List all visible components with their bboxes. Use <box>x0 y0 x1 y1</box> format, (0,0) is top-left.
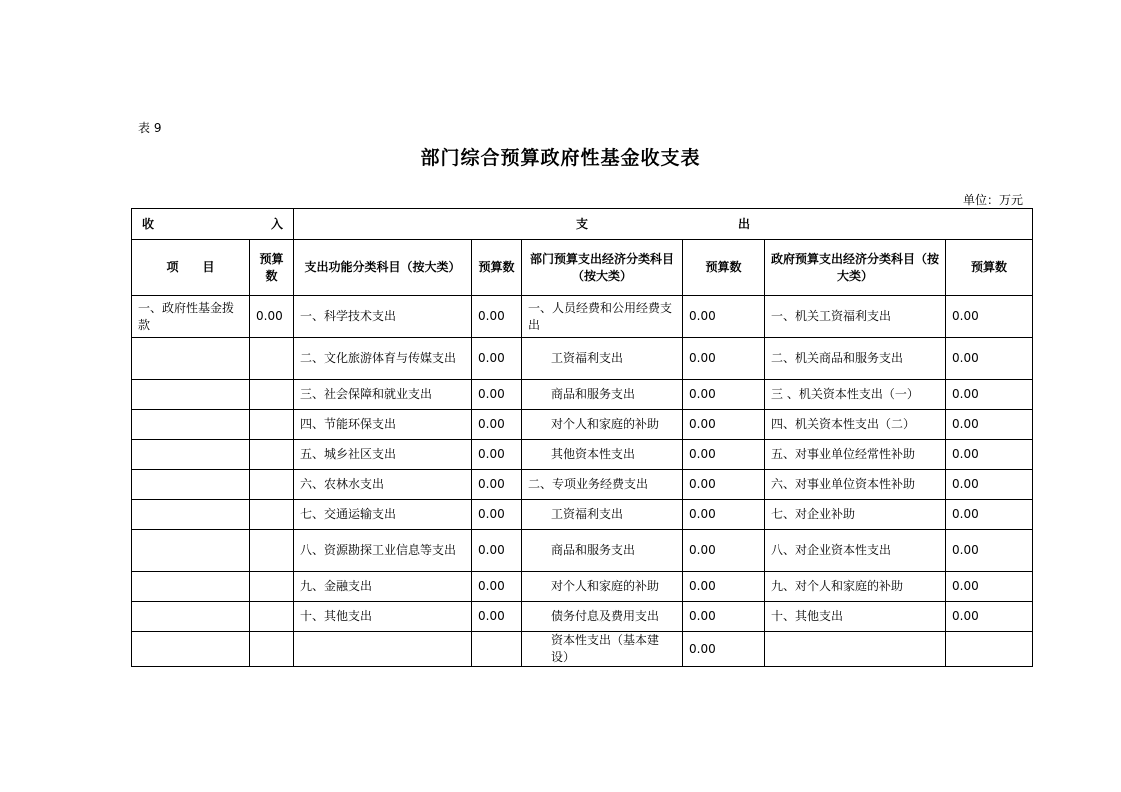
income-item: 一、政府性基金拨款 <box>132 296 250 338</box>
table-row <box>132 470 1033 500</box>
dept-amount: 0.00 <box>683 338 765 380</box>
header-row-2 <box>132 240 1033 296</box>
budget-table <box>131 208 1033 667</box>
income-header <box>132 209 294 240</box>
gov-amount: 0.00 <box>946 296 1033 338</box>
dept-item: 工资福利支出 <box>522 338 683 380</box>
income-amount <box>250 380 294 410</box>
table-row <box>132 440 1033 470</box>
income-amount <box>250 338 294 380</box>
func-amount: 0.00 <box>472 380 522 410</box>
dept-item: 工资福利支出 <box>522 500 683 530</box>
gov-amount: 0.00 <box>946 440 1033 470</box>
func-item: 二、文化旅游体育与传媒支出 <box>294 338 472 380</box>
income-item <box>132 632 250 667</box>
income-item <box>132 338 250 380</box>
income-amount <box>250 500 294 530</box>
dept-amount: 0.00 <box>683 440 765 470</box>
expense-header: 支出 <box>294 209 1033 240</box>
dept-amount: 0.00 <box>683 380 765 410</box>
func-item: 九、金融支出 <box>294 572 472 602</box>
dept-amount: 0.00 <box>683 470 765 500</box>
table-row <box>132 530 1033 572</box>
col-dept-header: 部门预算支出经济分类科目（按大类） <box>522 240 683 296</box>
gov-item: 二、机关商品和服务支出 <box>765 338 946 380</box>
header-row-1 <box>132 209 1033 240</box>
func-amount: 0.00 <box>472 338 522 380</box>
table-number: 表 9 <box>138 121 162 135</box>
col-func-budget-header: 预算数 <box>472 240 522 296</box>
dept-item: 对个人和家庭的补助 <box>522 572 683 602</box>
income-amount <box>250 572 294 602</box>
col-dept-budget-header: 预算数 <box>683 240 765 296</box>
unit-label: 单位：万元 <box>963 193 1024 207</box>
income-item <box>132 470 250 500</box>
income-item <box>132 602 250 632</box>
dept-amount: 0.00 <box>683 530 765 572</box>
dept-amount: 0.00 <box>683 410 765 440</box>
func-item: 一、科学技术支出 <box>294 296 472 338</box>
col-budget-header: 预算数 <box>250 240 294 296</box>
func-amount <box>472 632 522 667</box>
table-row <box>132 380 1033 410</box>
func-item: 八、资源勘探工业信息等支出 <box>294 530 472 572</box>
gov-amount: 0.00 <box>946 530 1033 572</box>
func-amount: 0.00 <box>472 530 522 572</box>
income-amount <box>250 410 294 440</box>
dept-amount: 0.00 <box>683 572 765 602</box>
dept-amount: 0.00 <box>683 602 765 632</box>
gov-item: 六、对事业单位资本性补助 <box>765 470 946 500</box>
dept-item: 资本性支出（基本建设） <box>522 632 683 667</box>
gov-amount: 0.00 <box>946 500 1033 530</box>
gov-item <box>765 632 946 667</box>
dept-amount: 0.00 <box>683 632 765 667</box>
col-gov-budget-header: 预算数 <box>946 240 1033 296</box>
table-row <box>132 296 1033 338</box>
func-amount: 0.00 <box>472 572 522 602</box>
gov-item: 一、机关工资福利支出 <box>765 296 946 338</box>
dept-item: 其他资本性支出 <box>522 440 683 470</box>
income-item <box>132 440 250 470</box>
table-row <box>132 410 1033 440</box>
gov-amount: 0.00 <box>946 470 1033 500</box>
income-amount: 0.00 <box>250 296 294 338</box>
income-amount <box>250 470 294 500</box>
func-item: 三、社会保障和就业支出 <box>294 380 472 410</box>
gov-item: 五、对事业单位经常性补助 <box>765 440 946 470</box>
income-amount <box>250 440 294 470</box>
income-header-right: 入 <box>270 216 283 231</box>
gov-item: 十、其他支出 <box>765 602 946 632</box>
table-row <box>132 338 1033 380</box>
col-func-header: 支出功能分类科目（按大类） <box>294 240 472 296</box>
income-item <box>132 500 250 530</box>
func-amount: 0.00 <box>472 410 522 440</box>
table-row <box>132 602 1033 632</box>
dept-amount: 0.00 <box>683 296 765 338</box>
dept-item: 一、人员经费和公用经费支出 <box>522 296 683 338</box>
dept-item: 债务付息及费用支出 <box>522 602 683 632</box>
income-item <box>132 380 250 410</box>
income-item <box>132 572 250 602</box>
gov-item: 八、对企业资本性支出 <box>765 530 946 572</box>
gov-item: 四、机关资本性支出（二） <box>765 410 946 440</box>
table-row <box>132 500 1033 530</box>
gov-item: 三 、机关资本性支出（一） <box>765 380 946 410</box>
func-item: 四、节能环保支出 <box>294 410 472 440</box>
dept-item: 二、专项业务经费支出 <box>522 470 683 500</box>
income-amount <box>250 530 294 572</box>
gov-amount: 0.00 <box>946 380 1033 410</box>
income-amount <box>250 632 294 667</box>
dept-amount: 0.00 <box>683 500 765 530</box>
income-item <box>132 410 250 440</box>
func-item: 六、农林水支出 <box>294 470 472 500</box>
col-gov-header: 政府预算支出经济分类科目（按大类） <box>765 240 946 296</box>
gov-amount <box>946 632 1033 667</box>
func-item: 七、交通运输支出 <box>294 500 472 530</box>
func-item <box>294 632 472 667</box>
func-amount: 0.00 <box>472 500 522 530</box>
dept-item: 商品和服务支出 <box>522 530 683 572</box>
income-header-left: 收 <box>142 216 155 231</box>
func-amount: 0.00 <box>472 470 522 500</box>
gov-amount: 0.00 <box>946 338 1033 380</box>
income-amount <box>250 602 294 632</box>
gov-amount: 0.00 <box>946 572 1033 602</box>
gov-amount: 0.00 <box>946 410 1033 440</box>
func-item: 五、城乡社区支出 <box>294 440 472 470</box>
income-item <box>132 530 250 572</box>
page-title: 部门综合预算政府性基金收支表 <box>420 147 701 169</box>
func-item: 十、其他支出 <box>294 602 472 632</box>
gov-item: 七、对企业补助 <box>765 500 946 530</box>
func-amount: 0.00 <box>472 296 522 338</box>
func-amount: 0.00 <box>472 602 522 632</box>
func-amount: 0.00 <box>472 440 522 470</box>
table-row <box>132 572 1033 602</box>
col-item-header: 项 目 <box>132 240 250 296</box>
gov-amount: 0.00 <box>946 602 1033 632</box>
dept-item: 商品和服务支出 <box>522 380 683 410</box>
gov-item: 九、对个人和家庭的补助 <box>765 572 946 602</box>
dept-item: 对个人和家庭的补助 <box>522 410 683 440</box>
table-row <box>132 632 1033 667</box>
